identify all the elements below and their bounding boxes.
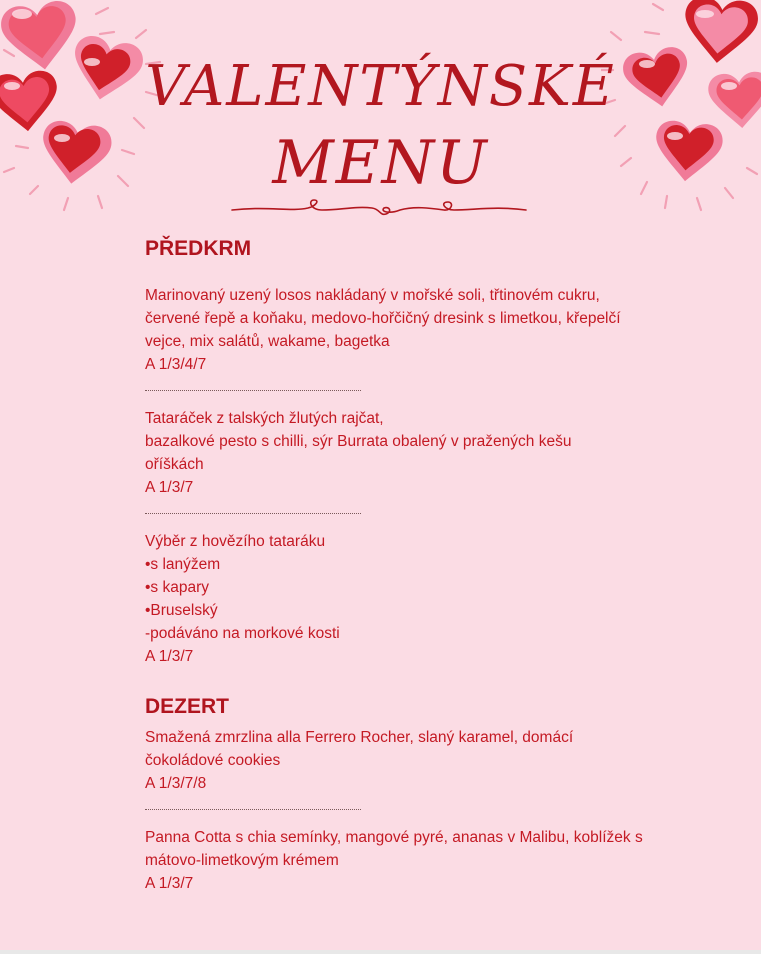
item-text: oříškách [145,456,204,473]
section-title-dezert: DEZERT [145,695,229,718]
allergens: A 1/3/4/7 [145,356,207,373]
menu-title-line1: VALENTÝNSKÉ [145,54,616,119]
item-text: bazalkové pesto s chilli, sýr Burrata obalený v pražených kešu [145,433,572,450]
section-title-predkrm: PŘEDKRM [145,237,252,260]
menu-item [145,284,705,376]
menu-item [145,726,705,795]
allergens: A 1/3/7 [145,648,194,665]
menu-title-line2: MENU [272,128,489,198]
menu-item [145,407,705,499]
item-text: Smažená zmrzlina alla Ferrero Rocher, slaný karamel, domácí [145,729,574,746]
dotted-divider [145,809,361,810]
item-option: •Bruselský [145,602,218,619]
item-text: Tataráček z talských žlutých rajčat, [145,410,384,427]
menu-item [145,530,705,668]
item-text: čokoládové cookies [145,752,281,769]
allergens: A 1/3/7 [145,479,194,496]
item-text: mátovo-limetkovým krémem [145,852,339,869]
menu-content [145,234,705,895]
item-text: Marinovaný uzený losos nakládaný v mořské soli, třtinovém cukru, [145,287,600,304]
dotted-divider [145,390,361,391]
item-option: •s lanýžem [145,556,221,573]
menu-item [145,826,705,895]
item-text: vejce, mix salátů, wakame, bagetka [145,333,390,350]
dotted-divider [145,513,361,514]
allergens: A 1/3/7/8 [145,775,207,792]
item-text: -podáváno na morkové kosti [145,625,340,642]
item-text: Výběr z hovězího tataráku [145,533,326,550]
flourish-divider-icon [230,196,530,222]
item-text: červené řepě a koňaku, medovo-hořčičný dresink s limetkou, křepelčí [145,310,621,327]
item-option: •s kapary [145,579,210,596]
bottom-edge [0,950,761,954]
allergens: A 1/3/7 [145,875,194,892]
item-text: Panna Cotta s chia semínky, mangové pyré, ananas v Malibu, koblížek s [145,829,643,846]
